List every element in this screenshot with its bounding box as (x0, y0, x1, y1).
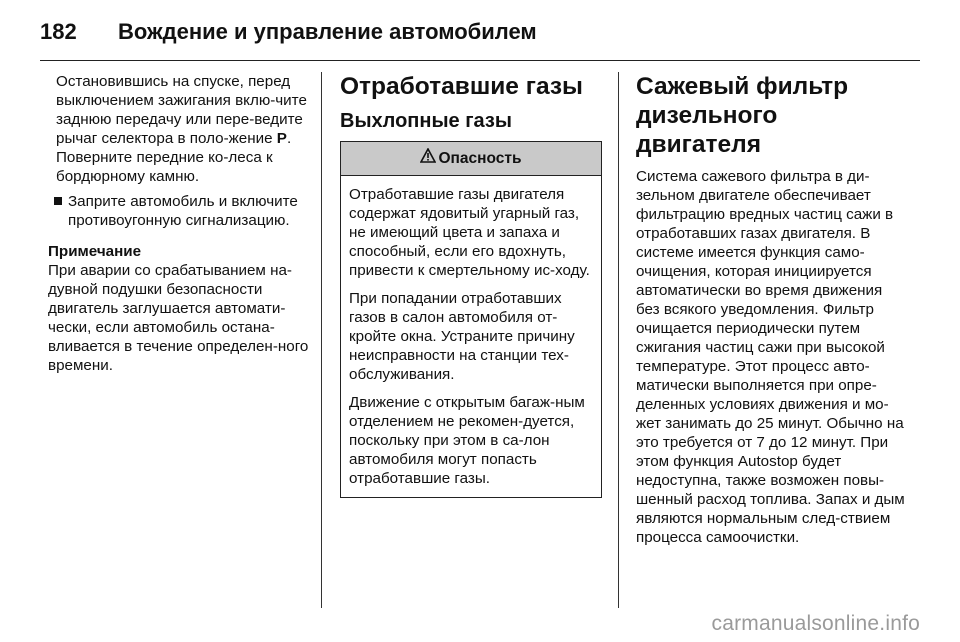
danger-paragraph-3: Движение с открытым багаж-ным отделением не рекомен-дуется, поскольку при этом в са-лон автомобиля могут попасть отработавшие газы. (349, 394, 585, 487)
column-left (48, 72, 310, 375)
column-divider-1 (321, 72, 322, 608)
watermark: carmanualsonline.info (711, 612, 920, 635)
gear-p-label: P (276, 130, 287, 147)
danger-header (341, 142, 601, 176)
dpf-text: Система сажевого фильтра в ди-зельном двигателе обеспечивает фильтрацию вредных частиц сажи в отработавших газах двигателя. В системе имеется функция само-очищения, которая инициируется автоматически во время движения без всякого уведомления. Фильтр очищается периодически путем сжигания частиц сажи при высокой температуре. Этот процесс авто-матически выполняется при опре-деленных условиях движения и мо-жет занимать до 25 минут. Обычно на это требуется от 7 до 12 минут. При этом функция Autostop будет недоступна, также возможен повы-шенный расход топлива. Запах и дым являются нормальным след-ствием процесса самоочистки. (636, 168, 905, 546)
bullet-text: Заприте автомобиль и включите противоугонную сигнализацию. (68, 193, 298, 229)
header-divider (40, 60, 920, 61)
danger-body (341, 176, 601, 497)
danger-paragraph-1: Отработавшие газы двигателя содержат ядовитый угарный газ, не имеющий цвета и запаха и способный, если его вдохнуть, привести к смертельному ис-ходу. (349, 186, 590, 279)
chapter-title: Вождение и управление автомобилем (118, 19, 537, 44)
list-item (48, 192, 310, 230)
dpf-heading: Сажевый фильтр дизельного двигателя (636, 73, 849, 158)
parking-text-a: Остановившись на спуске, перед выключением зажигания вклю-чите заднюю передачу или пере-ведите рычаг селектора в поло-жение (56, 73, 307, 147)
danger-label: Опасность (438, 150, 522, 167)
column-right (636, 72, 908, 547)
note-text: При аварии со срабатыванием на-дувной подушки безопасности двигатель заглушается автомати-чески, если автомобиль остана-вливается в течение определен-ного времени. (48, 262, 309, 374)
bullet-square-icon (54, 197, 62, 205)
parking-text-b: . Поверните передние ко-леса к бордюрному камню. (56, 130, 292, 185)
danger-paragraph-2: При попадании отработавших газов в салон автомобиля от-кройте окна. Устраните причину неисправности на станции тех-обслуживания. (349, 290, 575, 383)
column-divider-2 (618, 72, 619, 608)
note-title: Примечание (48, 243, 142, 260)
warning-triangle-icon (420, 142, 436, 175)
parking-paragraph (48, 72, 310, 186)
section-heading: Отработавшие газы (340, 73, 583, 100)
column-middle (340, 72, 602, 498)
subsection-heading: Выхлопные газы (340, 110, 512, 132)
page-header (40, 14, 920, 54)
danger-box (340, 141, 602, 498)
page-number: 182 (40, 19, 77, 44)
